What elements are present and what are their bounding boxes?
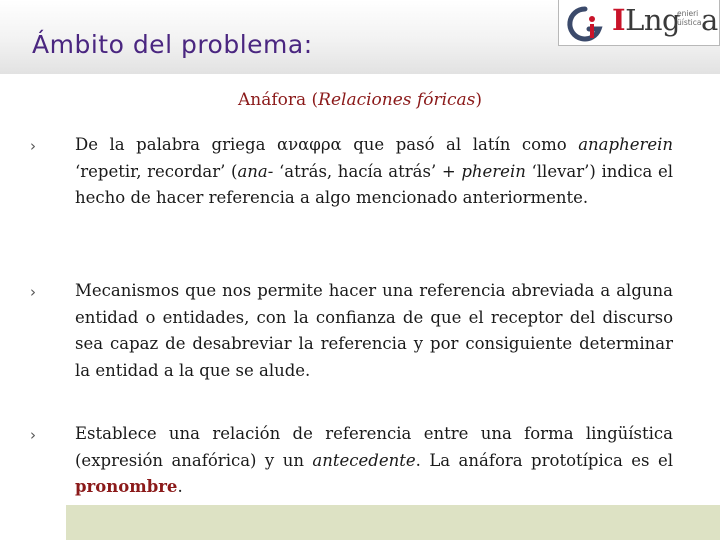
logo-sub-bottom: üística [677,18,702,27]
bullet-marker: › [30,283,36,301]
logo-sub-top: enieri [677,9,699,18]
logo-tail: a [701,3,719,37]
logo-mark-icon [563,5,607,43]
bullet-marker: › [30,137,36,155]
paragraph-etymology: De la palabra griega αναφρα que pasó al latín como anapherein ‘repetir, recordar’ (ana- ‘atrás, hacía atrás’ + pherein ‘llevar’) indica el hecho de hacer referencia a algo mencionado anteriormente. [75,135,674,207]
lingenieria-logo [558,0,720,46]
footer-bar [66,505,720,540]
slide-title: Ámbito del problema: [32,30,313,59]
slide-subtitle: Anáfora (Relaciones fóricas) [237,90,483,110]
logo-wordmark: ILng [612,3,681,37]
paragraph-relation: Establece una relación de referencia entre una forma lingüística (expresión anafórica) y un antecedente. La anáfora prototípica es el pronombre. [75,424,673,496]
bullet-marker: › [30,426,36,444]
paragraph-mechanisms: Mecanismos que nos permite hacer una referencia abreviada a alguna entidad o entidades, con la confianza de que el receptor del discurso sea capaz de desabreviar la referencia y por consiguiente determinar la entidad a la que se alude. [75,281,673,380]
